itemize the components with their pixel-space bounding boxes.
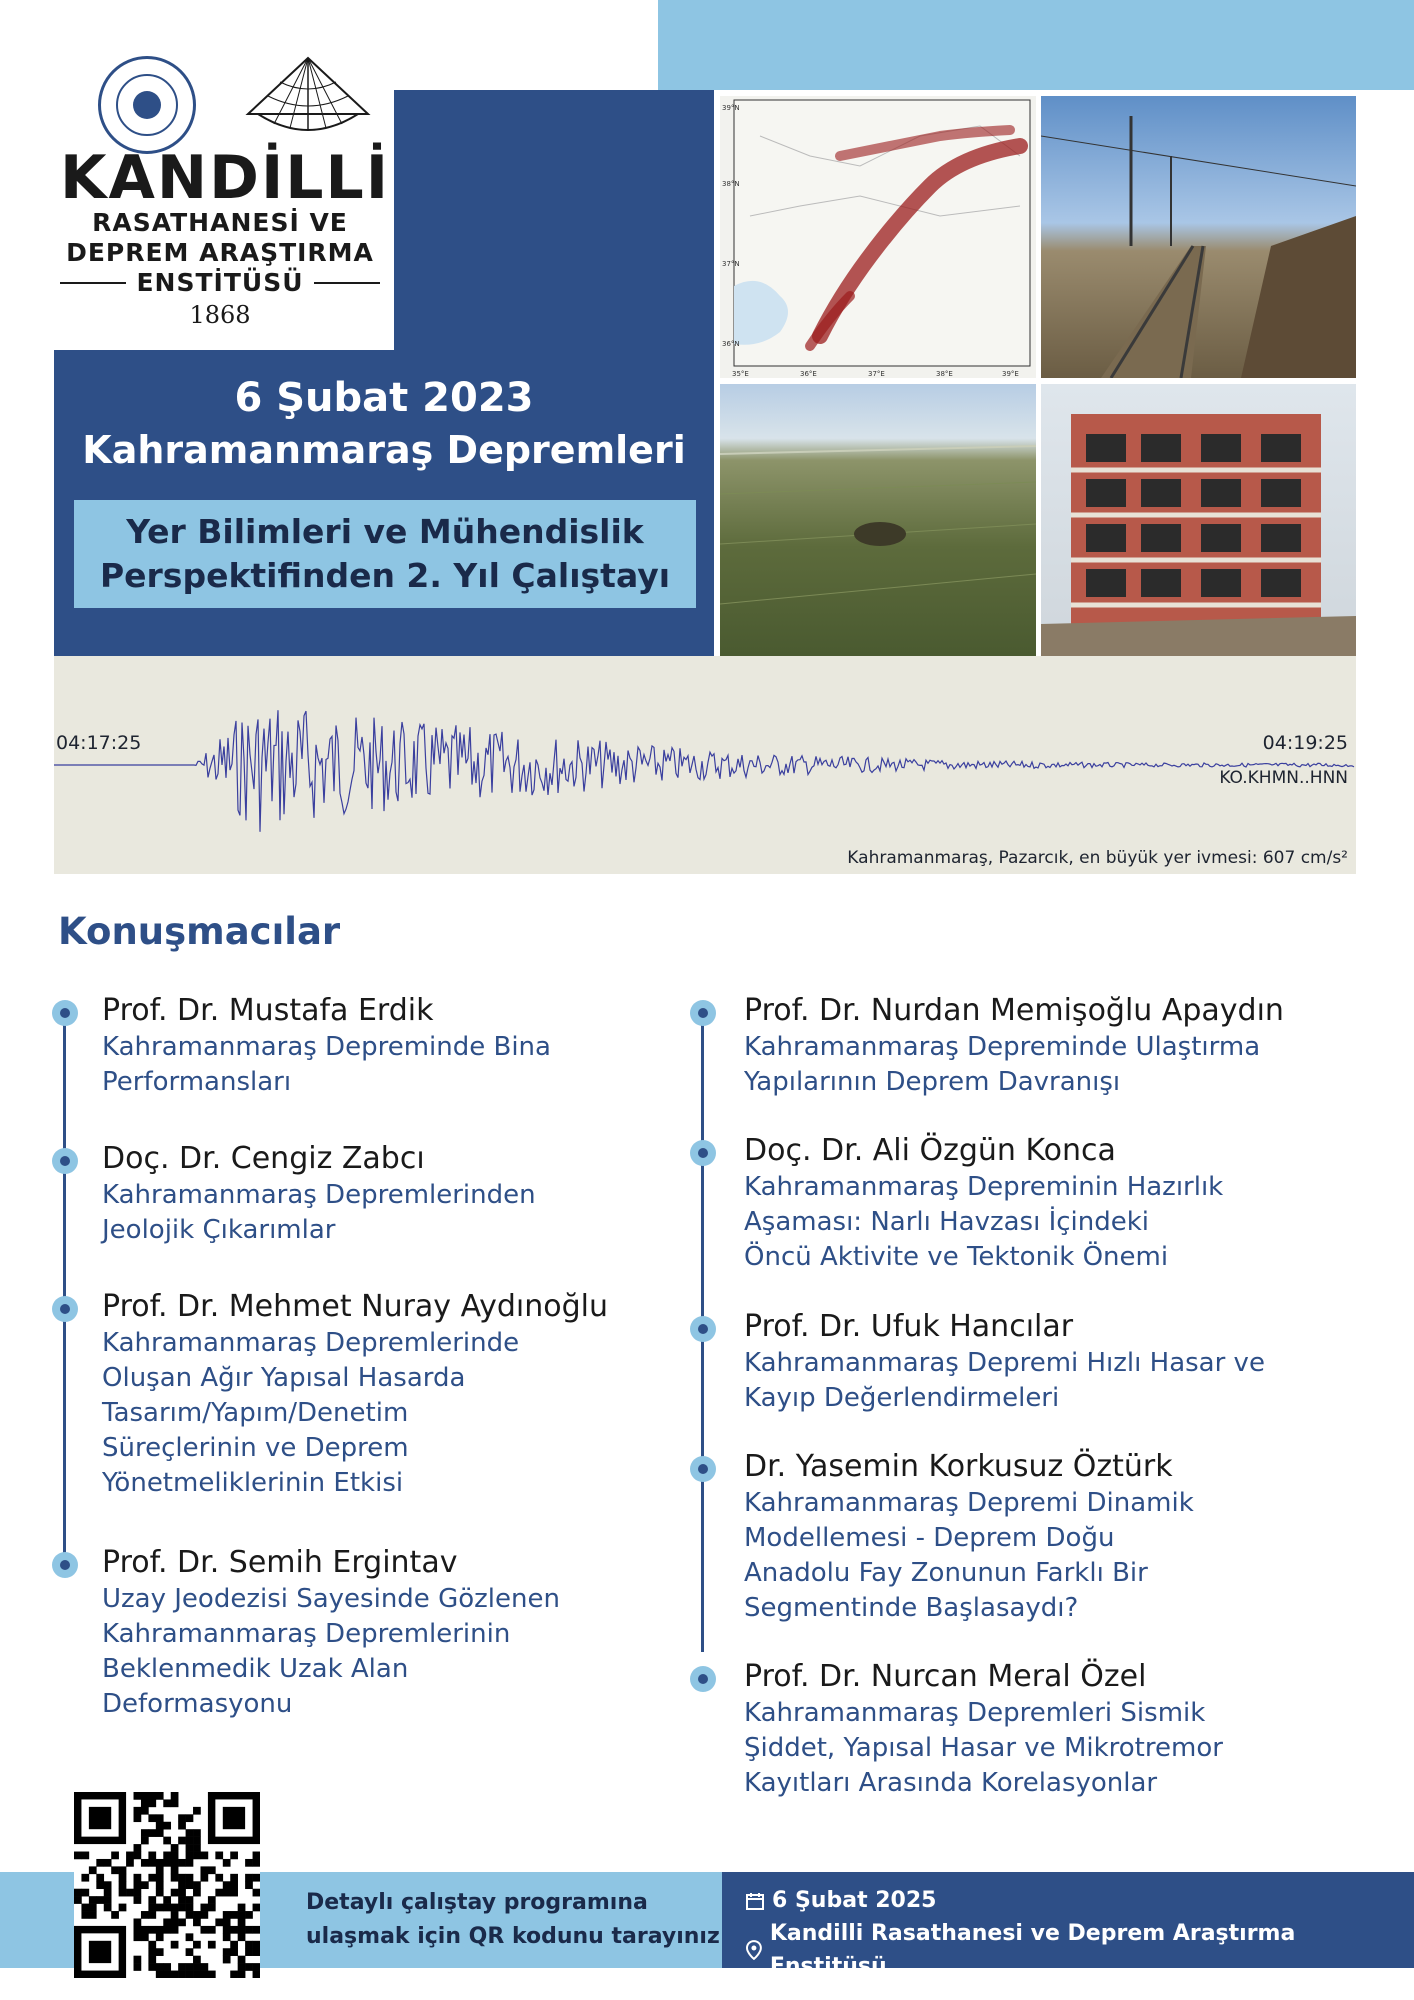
seismogram-start-time: 04:17:25 [56,732,142,754]
event-venue: Kandilli Rasathanesi ve Deprem Araştırma Enstitüsü [769,1921,1296,1979]
qr-code[interactable] [74,1792,260,1978]
damaged-railway-photo [1041,96,1356,378]
institute-name [60,143,391,330]
talk-title-line: Kayıp Değerlendirmeleri [744,1383,1060,1413]
top-accent-strip [658,0,1414,90]
talk-title-line: Kahramanmaraş Depremi Hızlı Hasar ve [744,1348,1265,1378]
talk-title [744,1696,1384,1801]
talk-title-line: Kahramanmaraş Depremlerinden [102,1180,536,1210]
institute-founding-year: 1868 [189,301,251,329]
talk-title [744,1346,1384,1416]
qr-instruction-line2: ulaşmak için QR kodunu tarayınız [306,1924,720,1949]
speaker-name: Doç. Dr. Ali Özgün Konca [744,1133,1116,1168]
seismogram-waveform [54,656,1356,874]
talk-title-line: Kahramanmaraş Depremleri Sismik [744,1698,1206,1728]
institute-name-line4: ENSTİTÜSÜ [136,268,304,297]
event-title [54,372,714,476]
talk-title [102,1326,702,1501]
seismogram-end-time: 04:19:25 [1262,732,1348,754]
talk-title-line: Kayıtları Arasında Korelasyonlar [744,1768,1158,1798]
map-lon-label: 35°E [732,370,749,378]
talk-title-line: Performansları [102,1067,292,1097]
speaker-item [744,1448,1384,1626]
map-lat-label: 38°N [722,180,740,188]
map-lat-label: 39°N [722,104,740,112]
speaker-item [102,1140,662,1248]
map-lat-label: 37°N [722,260,740,268]
timeline-left [63,1012,66,1560]
observatory-dome-logo [244,54,372,146]
map-lon-label: 36°E [800,370,817,378]
event-date-title: 6 Şubat 2023 [234,375,534,421]
speaker-name: Prof. Dr. Mehmet Nuray Aydınoğlu [102,1289,608,1324]
speaker-item [744,992,1384,1100]
speaker-name: Prof. Dr. Ufuk Hancılar [744,1309,1074,1344]
talk-title-line: Yönetmeliklerinin Etkisi [102,1468,404,1498]
speaker-name: Doç. Dr. Cengiz Zabcı [102,1141,425,1176]
collapsed-building-photo [1041,384,1356,656]
seismogram-station: KO.KHMN..HNN [1219,768,1348,788]
speaker-name: Prof. Dr. Nurdan Memişoğlu Apaydın [744,993,1284,1028]
bogazici-seal-logo [98,56,196,154]
talk-title-line: Süreçlerinin ve Deprem [102,1433,409,1463]
speaker-item [102,1288,702,1501]
timeline-bullet [690,1666,716,1692]
timeline-bullet [690,1456,716,1482]
event-info [746,1884,1414,1983]
talk-title-line: Oluşan Ağır Yapısal Hasarda [102,1363,466,1393]
talk-title-line: Şiddet, Yapısal Hasar ve Mikrotremor [744,1733,1223,1763]
talk-title [744,1486,1384,1626]
speaker-item [744,1132,1384,1275]
event-venue-row [746,1917,1414,1983]
location-pin-icon [746,1940,762,1960]
talk-title-line: Yapılarının Deprem Davranışı [744,1067,1121,1097]
talk-title-line: Uzay Jeodezisi Sayesinde Gözlenen [102,1584,560,1614]
talk-title-line: Kahramanmaraş Depreminin Hazırlık [744,1172,1224,1202]
talk-title [744,1170,1384,1275]
map-lon-label: 37°E [868,370,885,378]
workshop-subtitle-box [74,500,696,608]
calendar-icon [746,1892,764,1910]
talk-title-line: Modellemesi - Deprem Doğu [744,1523,1115,1553]
talk-title-line: Kahramanmaraş Depreminde Ulaştırma [744,1032,1261,1062]
talk-title-line: Jeolojik Çıkarımlar [102,1215,336,1245]
timeline-bullet [52,1552,78,1578]
seismicity-map-image [720,96,1036,378]
talk-title-line: Kahramanmaraş Depremi Dinamik [744,1488,1194,1518]
talk-title-line: Aşaması: Narlı Havzası İçindeki [744,1207,1150,1237]
seismogram-panel [54,656,1356,874]
speaker-item [102,1544,702,1722]
map-lon-label: 39°E [1002,370,1019,378]
seismogram-caption: Kahramanmaraş, Pazarcık, en büyük yer ivmesi: 607 cm/s² [847,848,1348,868]
timeline-bullet [52,1296,78,1322]
event-date: 6 Şubat 2025 [772,1888,937,1913]
speaker-item [102,992,662,1100]
qr-instruction-line1: Detaylı çalıştay programına [306,1890,648,1915]
institute-name-line2: RASATHANESİ VE [92,208,348,237]
event-date-row [746,1884,1414,1917]
speakers-heading: Konuşmacılar [58,910,341,953]
talk-title [102,1582,702,1722]
map-lon-label: 38°E [936,370,953,378]
speaker-item [744,1658,1384,1801]
talk-title-line: Kahramanmaraş Depreminde Bina [102,1032,551,1062]
speaker-item [744,1308,1384,1416]
workshop-subtitle-line2: Perspektifinden 2. Yıl Çalıştayı [99,556,671,595]
timeline-bullet [690,1316,716,1342]
event-main-title: Kahramanmaraş Depremleri [82,428,686,472]
speaker-name: Prof. Dr. Semih Ergintav [102,1545,458,1580]
talk-title-line: Anadolu Fay Zonunun Farklı Bir [744,1558,1148,1588]
institute-name-line1: KANDİLLİ [60,143,391,213]
talk-title [744,1030,1384,1100]
timeline-bullet [690,1000,716,1026]
talk-title-line: Segmentinde Başlasaydı? [744,1593,1079,1623]
talk-title-line: Beklenmedik Uzak Alan [102,1654,409,1684]
talk-title-line: Kahramanmaraş Depremlerinin [102,1619,511,1649]
timeline-bullet [690,1140,716,1166]
speaker-name: Prof. Dr. Mustafa Erdik [102,993,434,1028]
talk-title-line: Deformasyonu [102,1689,293,1719]
speaker-name: Prof. Dr. Nurcan Meral Özel [744,1659,1147,1694]
speaker-name: Dr. Yasemin Korkusuz Öztürk [744,1449,1173,1484]
talk-title-line: Kahramanmaraş Depremlerinde [102,1328,520,1358]
timeline-bullet [52,1148,78,1174]
institute-name-line3: DEPREM ARAŞTIRMA [66,238,374,267]
qr-instruction [306,1886,720,1954]
talk-title-line: Tasarım/Yapım/Denetim [102,1398,409,1428]
workshop-subtitle-line1: Yer Bilimleri ve Mühendislik [126,512,644,551]
talk-title [102,1030,662,1100]
timeline-bullet [52,1000,78,1026]
aerial-field-crater-photo [720,384,1036,656]
map-lat-label: 36°N [722,340,740,348]
talk-title-line: Öncü Aktivite ve Tektonik Önemi [744,1242,1169,1272]
talk-title [102,1178,662,1248]
